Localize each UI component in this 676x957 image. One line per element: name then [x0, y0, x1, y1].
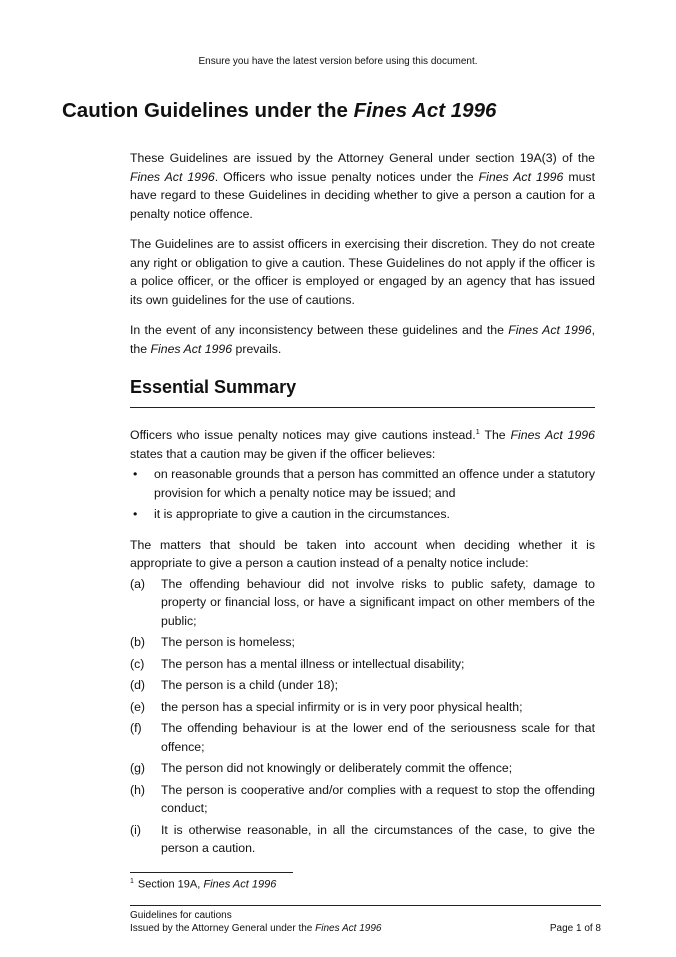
footer-divider	[130, 905, 601, 906]
list-item-label: (f)	[130, 721, 142, 735]
list-item	[130, 698, 595, 717]
summary-p1-text-a: Officers who issue penalty notices may give cautions instead.	[130, 428, 476, 442]
intro-paragraph-3	[130, 321, 595, 358]
intro-p1-act-ref-1: Fines Act 1996	[130, 169, 215, 184]
page-number: Page 1 of 8	[549, 923, 601, 934]
list-item	[130, 719, 595, 756]
list-item-text: the person has a special infirmity or is in very poor physical health;	[161, 699, 523, 714]
list-item	[130, 655, 595, 674]
list-item-label: (b)	[130, 635, 146, 649]
list-item-label: (c)	[130, 656, 145, 671]
footnote-divider	[130, 872, 293, 873]
footer-issuer	[130, 923, 381, 934]
list-item-text: The person did not knowingly or deliberately commit the offence;	[161, 761, 513, 775]
section-divider	[130, 407, 595, 408]
list-item-text: on reasonable grounds that a person has committed an offence under a statutory provision for which a penalty notice may be issued; and	[154, 467, 595, 500]
title-text: Caution Guidelines under the	[62, 99, 354, 122]
list-item-label: (i)	[130, 822, 141, 837]
intro-paragraph-2: The Guidelines are to assist officers in exercising their discretion. They do not create any right or obligation to give a caution. These Guidelines do not apply if the officer is a police officer, or the officer is employed or engaged by an agency that has issued its own guidelines for the use of cautions.	[130, 237, 595, 307]
list-item-label: (h)	[130, 782, 146, 797]
list-item	[130, 821, 595, 858]
footer-issuer-text: Issued by the Attorney General under the	[130, 923, 316, 934]
summary-paragraph-2: The matters that should be taken into account when deciding whether it is appropriate to give a person a caution instead of a penalty notice include:	[130, 537, 595, 570]
list-item-label: (a)	[130, 576, 146, 591]
footnote-act-ref: Fines Act 1996	[203, 878, 277, 891]
list-item	[130, 781, 595, 818]
list-item	[130, 633, 595, 652]
bullet-icon: •	[133, 507, 138, 521]
summary-p1-text-b: The	[479, 428, 511, 442]
list-item-label: (e)	[130, 699, 146, 714]
list-item-text: It is otherwise reasonable, in all the circumstances of the case, to give the person a caution.	[161, 822, 595, 855]
list-item-text: The person is homeless;	[161, 635, 295, 649]
list-item	[130, 575, 595, 631]
version-notice: Ensure you have the latest version before using this document.	[198, 56, 478, 67]
footnote-number: 1	[130, 878, 134, 885]
list-item	[130, 676, 595, 695]
intro-p3-text-b: , the	[130, 323, 595, 356]
intro-p3-act-ref-1: Fines Act 1996	[508, 323, 592, 337]
intro-p3-text-c: prevails.	[232, 341, 282, 356]
document-title	[62, 99, 496, 123]
section-heading-essential-summary: Essential Summary	[130, 377, 297, 397]
footer-document-name: Guidelines for cautions	[130, 910, 232, 921]
footnote	[130, 878, 276, 891]
list-item-text: The person is cooperative and/or complies with a request to stop the offending conduct;	[161, 782, 595, 815]
list-item	[130, 505, 595, 524]
caution-conditions-list	[130, 465, 595, 524]
footnote-reference[interactable]: 1	[475, 426, 480, 436]
document-body	[130, 149, 595, 861]
bullet-icon: •	[133, 467, 138, 481]
intro-p1-text-c: must have regard to these Guidelines in deciding whether to give a person a caution for a penalty notice offence.	[130, 169, 595, 221]
list-item-label: (d)	[130, 678, 146, 692]
summary-p1-text-c: states that a caution may be given if the officer believes:	[130, 446, 436, 461]
intro-p1-act-ref-2: Fines Act 1996	[478, 169, 564, 184]
list-item-label: (g)	[130, 761, 146, 775]
summary-paragraph-1	[130, 426, 595, 463]
intro-p1-text-b: . Officers who issue penalty notices under the	[214, 169, 479, 184]
list-item	[130, 759, 595, 778]
footnote-text: Section 19A,	[137, 878, 204, 891]
title-act-name: Fines Act 1996	[353, 99, 497, 122]
summary-p1-act-ref: Fines Act 1996	[510, 428, 595, 442]
caution-factors-list	[130, 575, 595, 858]
intro-p3-act-ref-2: Fines Act 1996	[150, 341, 233, 356]
intro-p1-text-a: These Guidelines are issued by the Attorney General under section 19A(3) of the	[130, 151, 595, 165]
intro-p3-text-a: In the event of any inconsistency between these guidelines and the	[130, 323, 509, 337]
list-item-text: The offending behaviour is at the lower end of the seriousness scale for that offence;	[161, 721, 595, 754]
intro-paragraph-1	[130, 149, 595, 223]
list-item-text: it is appropriate to give a caution in the circumstances.	[154, 507, 450, 521]
footer-act-ref: Fines Act 1996	[315, 923, 382, 934]
list-item-text: The person is a child (under 18);	[161, 678, 339, 692]
list-item	[130, 465, 595, 502]
list-item-text: The person has a mental illness or intellectual disability;	[161, 656, 465, 671]
list-item-text: The offending behaviour did not involve risks to public safety, damage to property or financial loss, or have a significant impact on other members of the public;	[161, 576, 595, 628]
